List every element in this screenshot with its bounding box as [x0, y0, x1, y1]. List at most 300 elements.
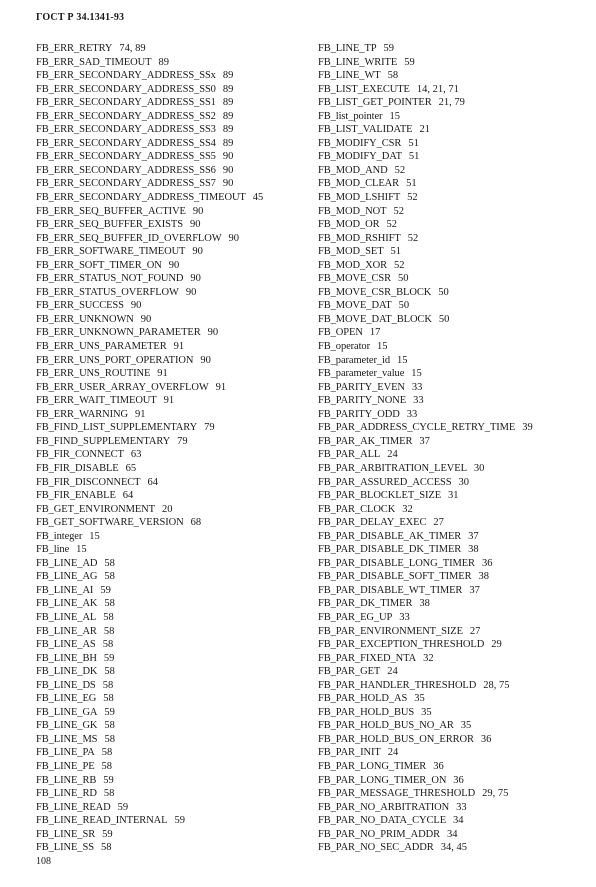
index-page-refs: 24 — [387, 747, 399, 759]
index-entry — [36, 638, 306, 652]
index-term: FB_MOVE_DAT — [318, 300, 392, 312]
index-entry — [318, 638, 588, 652]
index-page-refs: 90 — [222, 164, 234, 176]
index-term: FB_LINE_WT — [318, 70, 381, 82]
index-page-refs: 35 — [414, 693, 425, 705]
index-page-refs: 20 — [161, 503, 173, 515]
index-term: FB_LIST_EXECUTE — [318, 83, 410, 95]
index-term: FB_FIND_SUPPLEMENTARY — [36, 435, 171, 447]
index-term: FB_ERR_SEQ_BUFFER_EXISTS — [36, 219, 183, 231]
index-term: FB_ERR_SOFT_TIMER_ON — [36, 259, 162, 271]
index-term: FB_LINE_DK — [36, 666, 98, 678]
index-term: FB_line — [36, 544, 70, 556]
index-page-refs: 58 — [103, 611, 114, 623]
index-entry — [36, 340, 306, 354]
index-page-refs: 64 — [122, 490, 134, 502]
index-term: FB_PAR_EG_UP — [318, 611, 393, 623]
index-term: FB_PAR_EXCEPTION_THRESHOLD — [318, 639, 485, 651]
index-term: FB_ERR_SOFTWARE_TIMEOUT — [36, 246, 186, 258]
index-page-refs: 58 — [104, 733, 115, 745]
index-term: FB_LINE_RB — [36, 774, 97, 786]
index-term: FB_LINE_AD — [36, 557, 98, 569]
index-entry — [318, 218, 588, 232]
index-entry — [318, 367, 588, 381]
index-page-refs: 38 — [468, 544, 479, 556]
index-term: FB_PAR_HANDLER_THRESHOLD — [318, 679, 477, 691]
index-entry — [36, 354, 306, 368]
index-page-refs: 89 — [222, 97, 234, 109]
index-term: FB_LINE_MS — [36, 733, 98, 745]
index-page-refs: 90 — [222, 178, 234, 190]
index-term: FB_PAR_INIT — [318, 747, 381, 759]
index-term: FB_PAR_ARBITRATION_LEVEL — [318, 462, 467, 474]
index-entry — [318, 123, 588, 137]
index-entry — [318, 625, 588, 639]
index-term: FB_LINE_AR — [36, 625, 97, 637]
index-page-refs: 91 — [163, 395, 175, 407]
index-entry — [36, 326, 306, 340]
index-entry — [318, 205, 588, 219]
page-header: ГОСТ Р 34.1341-93 — [36, 12, 125, 23]
index-page-refs: 15 — [376, 341, 388, 353]
index-entry — [318, 394, 588, 408]
index-term: FB_LINE_READ_INTERNAL — [36, 815, 168, 827]
index-page-refs: 89 — [222, 83, 234, 95]
index-entry — [36, 828, 306, 842]
index-entry — [318, 245, 588, 259]
index-page-refs: 58 — [104, 571, 115, 583]
index-page-refs: 51 — [406, 178, 417, 190]
index-entry — [318, 503, 588, 517]
index-page-refs: 17 — [369, 327, 381, 339]
index-page-refs: 27 — [469, 625, 481, 637]
index-entry — [36, 313, 306, 327]
index-entry — [36, 597, 306, 611]
index-term: FB_PAR_LONG_TIMER — [318, 760, 427, 772]
index-page-refs: 21 — [419, 124, 430, 136]
index-term: FB_ERR_SECONDARY_ADDRESS_SS6 — [36, 164, 216, 176]
index-term: FB_MOVE_DAT_BLOCK — [318, 313, 432, 325]
index-page-refs: 59 — [117, 801, 129, 813]
index-entry — [318, 801, 588, 815]
index-entry — [36, 787, 306, 801]
index-page-refs: 58 — [387, 70, 399, 82]
index-page-refs: 52 — [386, 219, 398, 231]
index-page-refs: 59 — [383, 43, 395, 54]
index-term: FB_ERR_UNS_PARAMETER — [36, 341, 167, 353]
index-term: FB_ERR_UNS_PORT_OPERATION — [36, 354, 194, 366]
index-term: FB_PAR_ENVIRONMENT_SIZE — [318, 625, 463, 637]
index-term: FB_ERR_SECONDARY_ADDRESS_SSx — [36, 70, 216, 82]
index-page-refs: 14, 21, 71 — [416, 83, 459, 95]
index-term: FB_LINE_AG — [36, 571, 98, 583]
index-term: FB_ERR_STATUS_NOT_FOUND — [36, 273, 184, 285]
index-page-refs: 15 — [396, 354, 408, 366]
index-entry — [36, 191, 306, 205]
index-page-refs: 38 — [478, 571, 489, 583]
index-entry — [36, 489, 306, 503]
index-entry — [318, 83, 588, 97]
index-term: FB_ERR_SECONDARY_ADDRESS_SS0 — [36, 83, 216, 95]
index-term: FB_MODIFY_CSR — [318, 137, 402, 149]
index-page-refs: 33 — [411, 381, 423, 393]
index-term: FB_PAR_GET — [318, 666, 381, 678]
index-entry — [36, 232, 306, 246]
index-term: FB_PAR_DISABLE_LONG_TIMER — [318, 557, 475, 569]
index-page-refs: 59 — [174, 815, 185, 827]
index-entry — [318, 42, 588, 56]
index-entry — [36, 652, 306, 666]
index-term: FB_PAR_FIXED_NTA — [318, 652, 417, 664]
index-entry — [36, 584, 306, 598]
index-term: FB_PAR_CLOCK — [318, 503, 396, 515]
index-term: FB_ERR_UNS_ROUTINE — [36, 368, 151, 380]
index-term: FB_LINE_AK — [36, 598, 98, 610]
index-page-refs: 51 — [408, 137, 419, 149]
index-term: FB_MOD_NOT — [318, 205, 387, 217]
index-page-refs: 89 — [222, 137, 234, 149]
index-page-refs: 59 — [102, 828, 113, 840]
index-entry — [318, 692, 588, 706]
index-term: FB_LIST_GET_POINTER — [318, 97, 432, 109]
index-entry — [36, 435, 306, 449]
index-page-refs: 50 — [398, 273, 409, 285]
index-entry — [318, 381, 588, 395]
index-term: FB_MOD_AND — [318, 164, 388, 176]
index-term: FB_LINE_AL — [36, 611, 97, 623]
index-page-refs: 58 — [103, 625, 115, 637]
index-entry — [318, 69, 588, 83]
index-entry — [36, 570, 306, 584]
index-page-refs: 52 — [393, 205, 404, 217]
index-page-refs: 58 — [104, 557, 115, 569]
index-page-refs: 15 — [411, 368, 422, 380]
index-term: FB_PAR_NO_PRIM_ADDR — [318, 828, 440, 840]
index-entry — [318, 828, 588, 842]
index-entry — [318, 814, 588, 828]
index-page-refs: 59 — [103, 774, 114, 786]
index-term: FB_MOD_RSHIFT — [318, 232, 401, 244]
index-entry — [36, 719, 306, 733]
index-page-refs: 59 — [404, 56, 415, 68]
index-entry — [36, 516, 306, 530]
index-page-refs: 89 — [222, 110, 234, 122]
index-term: FB_MODIFY_DAT — [318, 151, 402, 163]
index-column-right — [318, 42, 588, 855]
index-term: FB_GET_SOFTWARE_VERSION — [36, 517, 184, 529]
index-term: FB_ERR_SAD_TIMEOUT — [36, 56, 152, 68]
index-entry — [36, 421, 306, 435]
index-page-refs: 58 — [101, 760, 113, 772]
index-term: FB_LINE_PA — [36, 747, 95, 759]
index-page-refs: 90 — [130, 300, 142, 312]
index-page-refs: 59 — [104, 706, 115, 718]
index-page-refs: 59 — [103, 652, 115, 664]
index-page-refs: 63 — [130, 449, 142, 461]
index-entry — [36, 83, 306, 97]
index-entry — [36, 259, 306, 273]
index-term: FB_MOVE_CSR_BLOCK — [318, 286, 432, 298]
index-entry — [36, 665, 306, 679]
index-page-refs: 90 — [190, 273, 201, 285]
index-entry — [36, 408, 306, 422]
index-entry — [318, 462, 588, 476]
index-entry — [318, 584, 588, 598]
index-page-refs: 35 — [460, 720, 472, 732]
index-page-refs: 51 — [408, 151, 420, 163]
index-term: FB_LINE_DS — [36, 679, 96, 691]
index-entry — [36, 448, 306, 462]
index-page-refs: 58 — [104, 598, 115, 610]
index-page-refs: 33 — [413, 395, 424, 407]
index-term: FB_LINE_GA — [36, 706, 98, 718]
index-entry — [36, 679, 306, 693]
index-page-refs: 91 — [215, 381, 227, 393]
index-term: FB_MOD_LSHIFT — [318, 192, 401, 204]
index-page-refs: 89 — [222, 124, 234, 136]
index-term: FB_PAR_HOLD_AS — [318, 693, 408, 705]
index-entry — [36, 69, 306, 83]
index-term: FB_ERR_SUCCESS — [36, 300, 124, 312]
index-entry — [36, 286, 306, 300]
index-entry — [36, 96, 306, 110]
index-term: FB_FIR_ENABLE — [36, 490, 116, 502]
index-entry — [318, 177, 588, 191]
index-page-refs: 52 — [407, 192, 418, 204]
index-page-refs: 28, 75 — [483, 679, 510, 691]
index-entry — [318, 191, 588, 205]
index-page-refs: 58 — [101, 747, 113, 759]
index-entry — [318, 611, 588, 625]
index-term: FB_PAR_ALL — [318, 449, 381, 461]
index-entry — [36, 123, 306, 137]
index-page-refs: 90 — [200, 354, 211, 366]
index-entry — [318, 760, 588, 774]
index-term: FB_PAR_HOLD_BUS — [318, 706, 415, 718]
index-term: FB_PAR_DISABLE_SOFT_TIMER — [318, 571, 472, 583]
index-entry — [318, 679, 588, 693]
index-term: FB_ERR_RETRY — [36, 43, 113, 54]
index-column-left — [36, 42, 306, 855]
index-entry — [318, 774, 588, 788]
index-page-refs: 58 — [102, 639, 114, 651]
index-page-refs: 32 — [423, 652, 434, 664]
index-page-refs: 15 — [89, 530, 100, 542]
index-entry — [318, 448, 588, 462]
index-term: FB_LINE_AS — [36, 639, 96, 651]
index-entry — [36, 367, 306, 381]
index-page-refs: 37 — [469, 584, 480, 596]
index-page-refs: 34 — [453, 815, 464, 827]
index-entry — [36, 557, 306, 571]
index-entry — [318, 787, 588, 801]
index-page-refs: 15 — [389, 110, 400, 122]
index-entry — [36, 476, 306, 490]
index-term: FB_ERR_UNKNOWN_PARAMETER — [36, 327, 201, 339]
index-page-refs: 58 — [103, 693, 114, 705]
index-page-refs: 36 — [480, 733, 492, 745]
index-term: FB_LINE_WRITE — [318, 56, 398, 68]
index-term: FB_PAR_ASSURED_ACCESS — [318, 476, 452, 488]
index-entry — [318, 340, 588, 354]
index-entry — [36, 150, 306, 164]
index-page-refs: 36 — [453, 774, 464, 786]
index-entry — [318, 299, 588, 313]
index-page-refs: 91 — [173, 341, 185, 353]
index-term: FB_PAR_AK_TIMER — [318, 435, 413, 447]
index-page-refs: 90 — [228, 232, 240, 244]
index-term: FB_ERR_SEQ_BUFFER_ACTIVE — [36, 205, 186, 217]
index-entry — [36, 110, 306, 124]
index-page-refs: 89 — [158, 56, 169, 68]
index-entry — [318, 259, 588, 273]
index-page-refs: 90 — [192, 246, 203, 258]
index-term: FB_GET_ENVIRONMENT — [36, 503, 155, 515]
index-page-refs: 37 — [419, 435, 430, 447]
index-page-refs: 29, 75 — [482, 788, 509, 800]
index-page-refs: 90 — [189, 219, 201, 231]
index-page-refs: 74, 89 — [119, 43, 146, 54]
index-page-refs: 50 — [438, 313, 450, 325]
index-term: FB_PAR_DISABLE_DK_TIMER — [318, 544, 462, 556]
index-term: FB_PAR_BLOCKLET_SIZE — [318, 490, 442, 502]
index-term: FB_ERR_SECONDARY_ADDRESS_SS3 — [36, 124, 216, 136]
index-entry — [318, 476, 588, 490]
index-entry — [318, 150, 588, 164]
index-entry — [36, 42, 306, 56]
index-page-refs: 15 — [76, 544, 87, 556]
index-page-refs: 37 — [468, 530, 479, 542]
index-term: FB_ERR_SECONDARY_ADDRESS_SS4 — [36, 137, 216, 149]
index-entry — [318, 110, 588, 124]
index-term: FB_PAR_HOLD_BUS_NO_AR — [318, 720, 454, 732]
index-page-refs: 21, 79 — [438, 97, 465, 109]
index-page-refs: 27 — [433, 517, 444, 529]
index-entry — [318, 326, 588, 340]
index-page-refs: 24 — [387, 449, 398, 461]
index-entry — [36, 814, 306, 828]
index-entry — [318, 652, 588, 666]
index-entry — [36, 272, 306, 286]
index-page-refs: 52 — [394, 259, 405, 271]
index-page-refs: 68 — [190, 517, 202, 529]
index-term: FB_PARITY_EVEN — [318, 381, 405, 393]
index-page-refs: 59 — [100, 584, 111, 596]
index-entry — [318, 706, 588, 720]
index-page-refs: 90 — [222, 151, 234, 163]
index-term: FB_ERR_SECONDARY_ADDRESS_TIMEOUT — [36, 192, 246, 204]
index-term: FB_operator — [318, 341, 370, 353]
index-entry — [36, 706, 306, 720]
index-entry — [318, 733, 588, 747]
index-entry — [36, 530, 306, 544]
index-entry — [36, 733, 306, 747]
index-term: FB_ERR_SECONDARY_ADDRESS_SS2 — [36, 110, 216, 122]
index-entry — [36, 774, 306, 788]
index-page-refs: 58 — [100, 842, 112, 854]
index-term: FB_PAR_DISABLE_AK_TIMER — [318, 530, 462, 542]
index-term: FB_PAR_NO_SEC_ADDR — [318, 842, 434, 854]
index-term: FB_PARITY_ODD — [318, 408, 400, 420]
index-entry — [318, 719, 588, 733]
index-entry — [318, 137, 588, 151]
index-term: FB_LINE_READ — [36, 801, 111, 813]
index-page-refs: 58 — [104, 666, 115, 678]
index-page-refs: 33 — [456, 801, 467, 813]
index-entry — [36, 164, 306, 178]
index-term: FB_FIR_CONNECT — [36, 449, 124, 461]
index-term: FB_PAR_NO_DATA_CYCLE — [318, 815, 447, 827]
index-entry — [36, 543, 306, 557]
index-entry — [318, 665, 588, 679]
index-entry — [36, 56, 306, 70]
index-entry — [318, 489, 588, 503]
index-page-refs: 90 — [185, 286, 197, 298]
index-entry — [36, 503, 306, 517]
index-term: FB_ERR_SEQ_BUFFER_ID_OVERFLOW — [36, 232, 222, 244]
index-entry — [36, 841, 306, 855]
index-entry — [318, 354, 588, 368]
index-term: FB_LINE_TP — [318, 43, 377, 54]
index-entry — [318, 570, 588, 584]
index-entry — [36, 625, 306, 639]
index-term: FB_MOD_OR — [318, 219, 380, 231]
index-page-refs: 36 — [481, 557, 493, 569]
index-term: FB_LINE_AI — [36, 584, 94, 596]
index-term: FB_LINE_BH — [36, 652, 97, 664]
index-page-refs: 38 — [419, 598, 430, 610]
index-entry — [318, 272, 588, 286]
index-page-refs: 36 — [433, 760, 444, 772]
index-page-refs: 91 — [157, 368, 168, 380]
index-entry — [318, 408, 588, 422]
index-page-refs: 33 — [406, 408, 418, 420]
index-page-refs: 79 — [204, 422, 215, 434]
index-entry — [318, 597, 588, 611]
index-page-refs: 90 — [207, 327, 219, 339]
index-page-refs: 34, 45 — [440, 842, 467, 854]
index-term: FB_MOD_CLEAR — [318, 178, 400, 190]
index-page-refs: 51 — [390, 246, 402, 258]
index-term: FB_PAR_MESSAGE_THRESHOLD — [318, 788, 476, 800]
index-page-refs: 52 — [394, 164, 406, 176]
index-entry — [318, 746, 588, 760]
index-page-refs: 33 — [399, 611, 410, 623]
index-term: FB_LINE_GK — [36, 720, 98, 732]
index-entry — [36, 801, 306, 815]
index-page-refs: 35 — [421, 706, 432, 718]
index-page-refs: 65 — [125, 462, 137, 474]
index-term: FB_ERR_SECONDARY_ADDRESS_SS7 — [36, 178, 216, 190]
index-term: FB_LIST_VALIDATE — [318, 124, 413, 136]
index-term: FB_LINE_RD — [36, 788, 97, 800]
index-entry — [36, 177, 306, 191]
index-entry — [318, 530, 588, 544]
index-entry — [318, 313, 588, 327]
index-term: FB_list_pointer — [318, 110, 383, 122]
index-page-refs: 64 — [147, 476, 158, 488]
index-term: FB_PAR_LONG_TIMER_ON — [318, 774, 447, 786]
index-page-refs: 39 — [522, 422, 533, 434]
index-term: FB_PAR_HOLD_BUS_ON_ERROR — [318, 733, 474, 745]
index-term: FB_integer — [36, 530, 83, 542]
index-entry — [36, 692, 306, 706]
index-entry — [318, 164, 588, 178]
index-entry — [36, 381, 306, 395]
index-term: FB_ERR_USER_ARRAY_OVERFLOW — [36, 381, 209, 393]
index-page-refs: 50 — [398, 300, 410, 312]
index-entry — [318, 435, 588, 449]
